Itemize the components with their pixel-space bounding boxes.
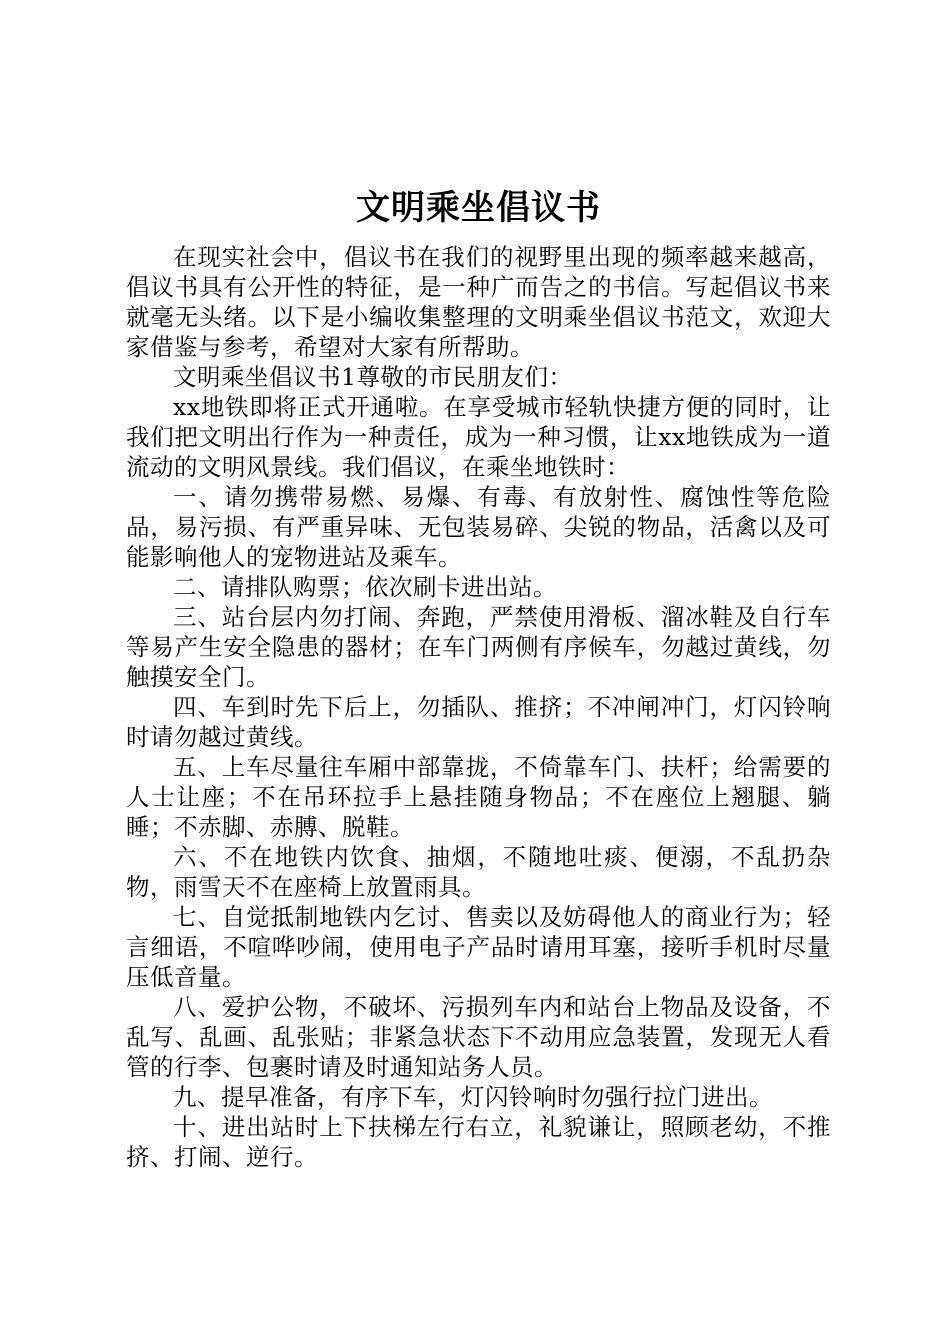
paragraph-item-10: 十、进出站时上下扶梯左行右立，礼貌谦让，照顾老幼，不推挤、打闹、逆行。 (126, 1113, 831, 1171)
paragraph-opening: xx地铁即将正式开通啦。在享受城市轻轨快捷方便的同时，让我们把文明出行作为一种责任，成为一种习惯，让xx地铁成为一道流动的文明风景线。我们倡议，在乘坐地铁时： (126, 393, 831, 481)
paragraph-item-9: 九、提早准备，有序下车，灯闪铃响时勿强行拉门进出。 (173, 1083, 773, 1111)
paragraph-item-2: 二、请排队购票；依次刷卡进出站。 (173, 573, 557, 601)
document-title: 文明乘坐倡议书 (356, 188, 601, 228)
paragraph-item-3: 三、站台层内勿打闹、奔跑，严禁使用滑板、溜冰鞋及自行车等易产生安全隐患的器材；在车门两侧有序候车，勿越过黄线，勿触摸安全门。 (126, 603, 831, 691)
paragraph-item-6: 六、不在地铁内饮食、抽烟，不随地吐痰、便溺，不乱扔杂物，雨雪天不在座椅上放置雨具。 (126, 843, 831, 901)
paragraph-item-7: 七、自觉抵制地铁内乞讨、售卖以及妨碍他人的商业行为；轻言细语，不喧哗吵闹，使用电子产品时请用耳塞，接听手机时尽量压低音量。 (126, 903, 831, 991)
paragraph-item-5: 五、上车尽量往车厢中部靠拢，不倚靠车门、扶杆；给需要的人士让座；不在吊环拉手上悬挂随身物品；不在座位上翘腿、躺睡；不赤脚、赤膊、脱鞋。 (126, 753, 831, 841)
document-body (126, 180, 831, 1172)
paragraph-item-1: 一、请勿携带易燃、易爆、有毒、有放射性、腐蚀性等危险品，易污损、有严重异味、无包装易碎、尖锐的物品，活禽以及可能影响他人的宠物进站及乘车。 (126, 483, 831, 571)
paragraph-item-4: 四、车到时先下后上，勿插队、推挤；不冲闸冲门，灯闪铃响时请勿越过黄线。 (126, 693, 831, 751)
paragraph-item-8: 八、爱护公物，不破坏、污损列车内和站台上物品及设备，不乱写、乱画、乱张贴；非紧急状态下不动用应急装置，发现无人看管的行李、包裹时请及时通知站务人员。 (126, 993, 831, 1081)
paragraph-intro: 在现实社会中，倡议书在我们的视野里出现的频率越来越高，倡议书具有公开性的特征，是一种广而告之的书信。写起倡议书来就毫无头绪。以下是小编收集整理的文明乘坐倡议书范文，欢迎大家借鉴与参考，希望对大家有所帮助。 (126, 243, 831, 361)
paragraph-salutation: 文明乘坐倡议书1尊敬的市民朋友们： (173, 363, 573, 391)
